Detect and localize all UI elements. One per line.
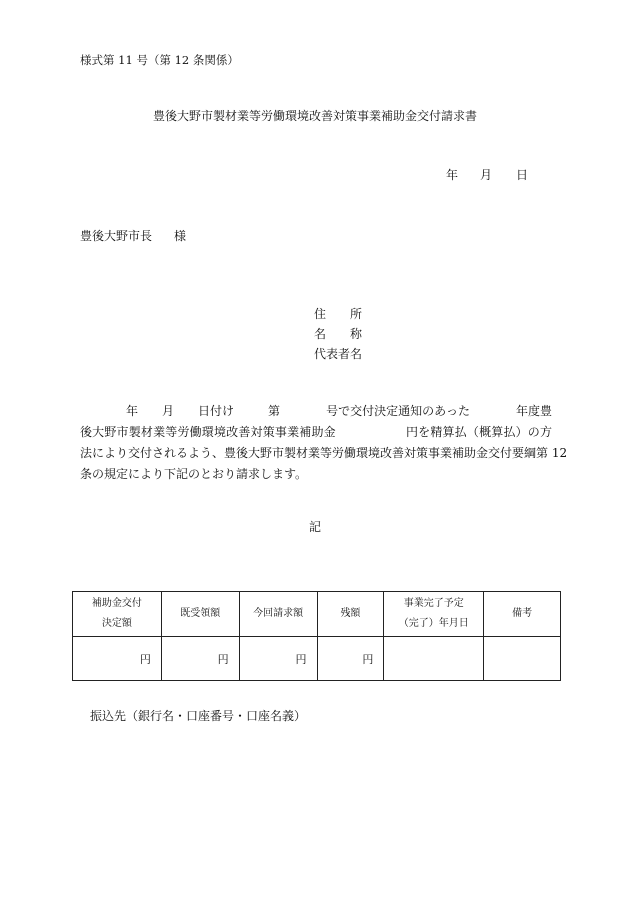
cell-received-amount[interactable]: 円	[161, 637, 239, 681]
header-remaining: 残額	[317, 592, 384, 637]
ki-heading: 記	[308, 520, 321, 534]
document-title: 豊後大野市製材業等労働環境改善対策事業補助金交付請求書	[152, 109, 477, 123]
form-number: 様式第 11 号（第 12 条関係）	[80, 53, 239, 67]
addressee-honorific: 様	[174, 229, 187, 243]
body-line-3: 法により交付されるよう、豊後大野市製材業等労働環境改善対策事業補助金交付要綱第 12	[80, 446, 568, 460]
cell-remarks[interactable]	[484, 637, 561, 681]
date-day: 日	[516, 168, 529, 182]
applicant-name-label: 名 称	[314, 327, 363, 341]
header-completion-date: 事業完了予定 （完了）年月日	[384, 592, 484, 637]
date-line	[446, 167, 528, 183]
header-remarks: 備考	[484, 592, 561, 637]
date-month: 月	[480, 168, 493, 182]
header-received-amount: 既受領額	[161, 592, 239, 637]
date-year: 年	[446, 168, 459, 182]
request-body	[80, 401, 568, 485]
cell-completion-date[interactable]	[384, 637, 484, 681]
cell-decided-amount[interactable]: 円	[73, 637, 162, 681]
table-row	[73, 637, 561, 681]
request-table	[72, 591, 561, 681]
body-line-4: 条の規定により下記のとおり請求します。	[80, 467, 308, 481]
header-current-request: 今回請求額	[239, 592, 317, 637]
cell-remaining[interactable]: 円	[317, 637, 384, 681]
table-header-row	[73, 592, 561, 637]
applicant-block	[314, 304, 362, 364]
header-decided-amount: 補助金交付 決定額	[73, 592, 162, 637]
addressee-name: 豊後大野市長	[80, 229, 153, 243]
applicant-address-label: 住 所	[314, 307, 363, 321]
cell-current-request[interactable]: 円	[239, 637, 317, 681]
transfer-destination: 振込先（銀行名・口座番号・口座名義）	[90, 709, 307, 723]
applicant-representative-label: 代表者名	[314, 347, 363, 361]
body-line-1: 年 月 日付け 第 号で交付決定通知のあった 年度豊	[126, 404, 552, 418]
addressee	[80, 228, 186, 244]
body-line-2: 後大野市製材業等労働環境改善対策事業補助金 円を精算払（概算払）の方	[80, 425, 552, 439]
